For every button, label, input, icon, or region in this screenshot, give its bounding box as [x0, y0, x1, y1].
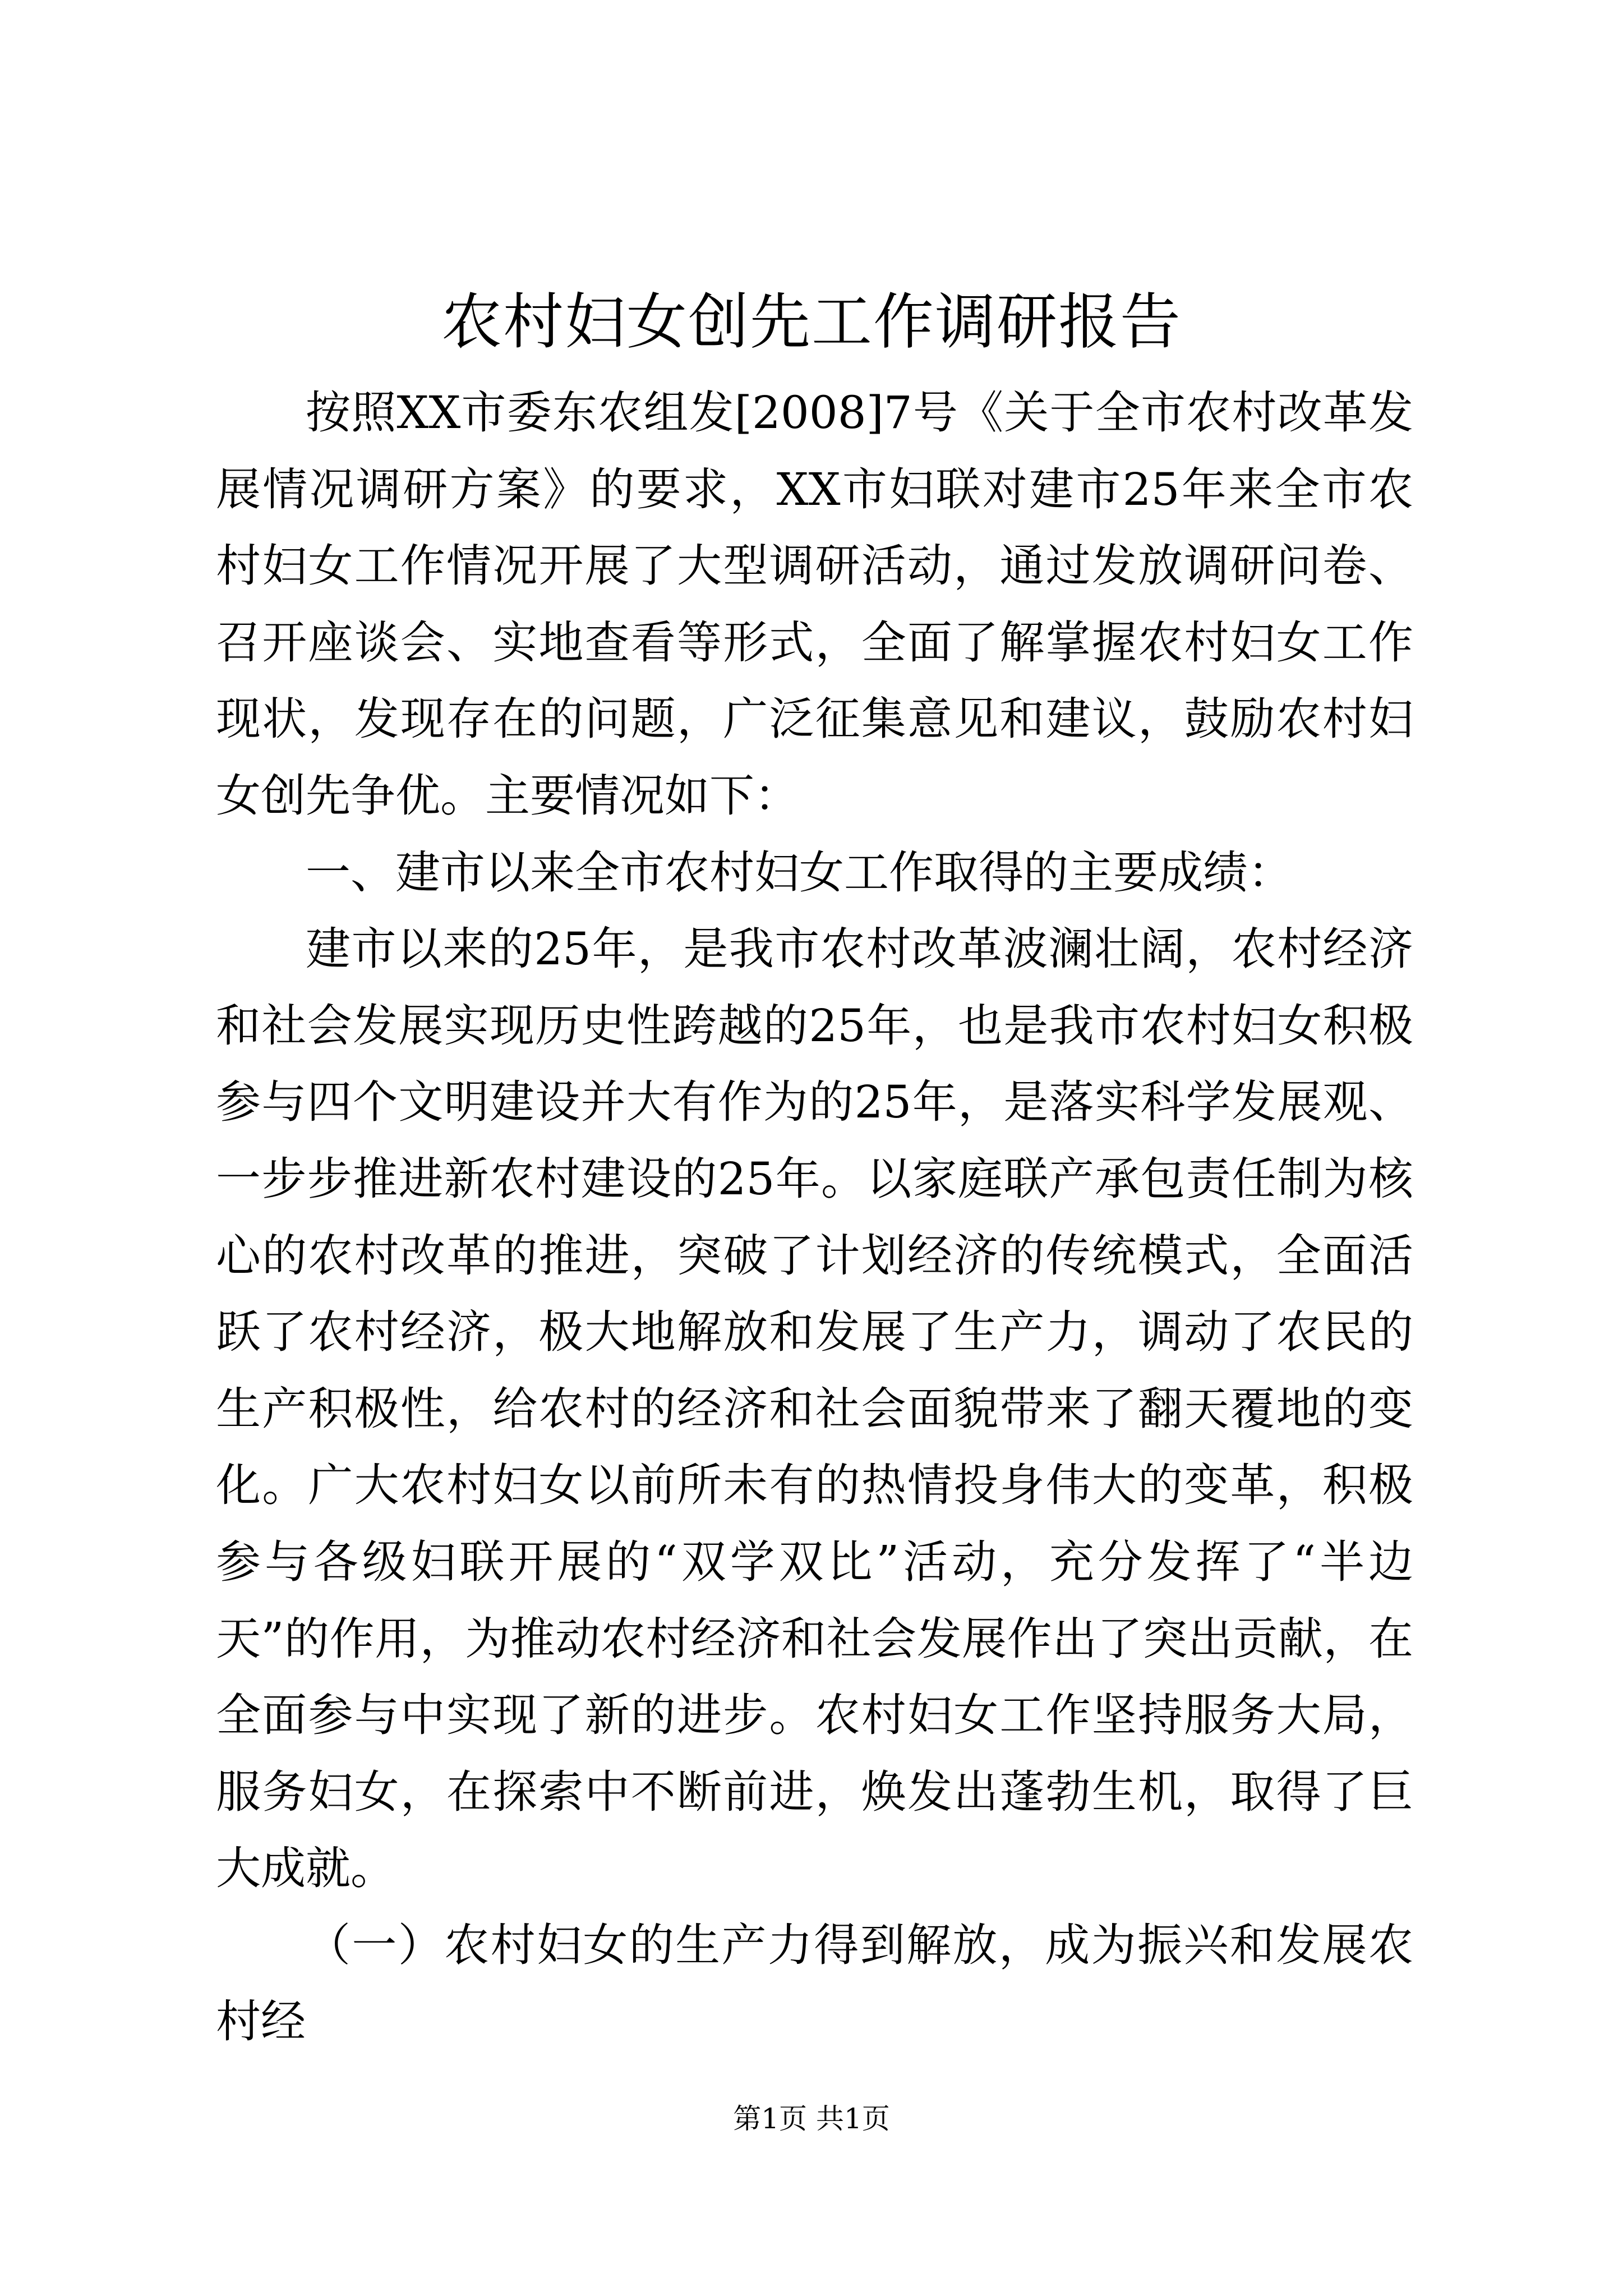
paragraph-intro: 按照XX市委东农组发[2008]7号《关于全市农村改革发展情况调研方案》的要求，XX市妇联对建市25年来全市农村妇女工作情况开展了大型调研活动，通过发放调研问卷、召开座谈会、实地查看等形式，全面了解掌握农村妇女工作现状，发现存在的问题，广泛征集意见和建议，鼓励农村妇女创先争优。主要情况如下： — [216, 386, 1413, 822]
document-body — [216, 375, 1413, 2060]
section-heading-1: 一、建市以来全市农村妇女工作取得的主要成绩： — [306, 846, 1293, 899]
document-title: 农村妇女创先工作调研报告 — [441, 287, 1182, 357]
subsection-heading-1: （一）农村妇女的生产力得到解放，成为振兴和发展农村经 — [216, 1918, 1413, 2048]
page-footer: 第1页 共1页 — [733, 2102, 890, 2135]
paragraph-achievements: 建市以来的25年，是我市农村改革波澜壮阔，农村经济和社会发展实现历史性跨越的25年，也是我市农村妇女积极参与四个文明建设并大有作为的25年，是落实科学发展观、一步步推进新农村建设的25年。以家庭联产承包责任制为核心的农村改革的推进，突破了计划经济的传统模式，全面活跃了农村经济，极大地解放和发展了生产力，调动了农民的生产积极性，给农村的经济和社会面貌带来了翻天覆地的变化。广大农村妇女以前所未有的热情投身伟大的变革，积极参与各级妇联开展的“双学双比”活动，充分发挥了“半边天”的作用，为推动农村经济和社会发展作出了突出贡献，在全面参与中实现了新的进步。农村妇女工作坚持服务大局，服务妇女，在探索中不断前进，焕发出蓬勃生机，取得了巨大成就。 — [216, 923, 1413, 1895]
